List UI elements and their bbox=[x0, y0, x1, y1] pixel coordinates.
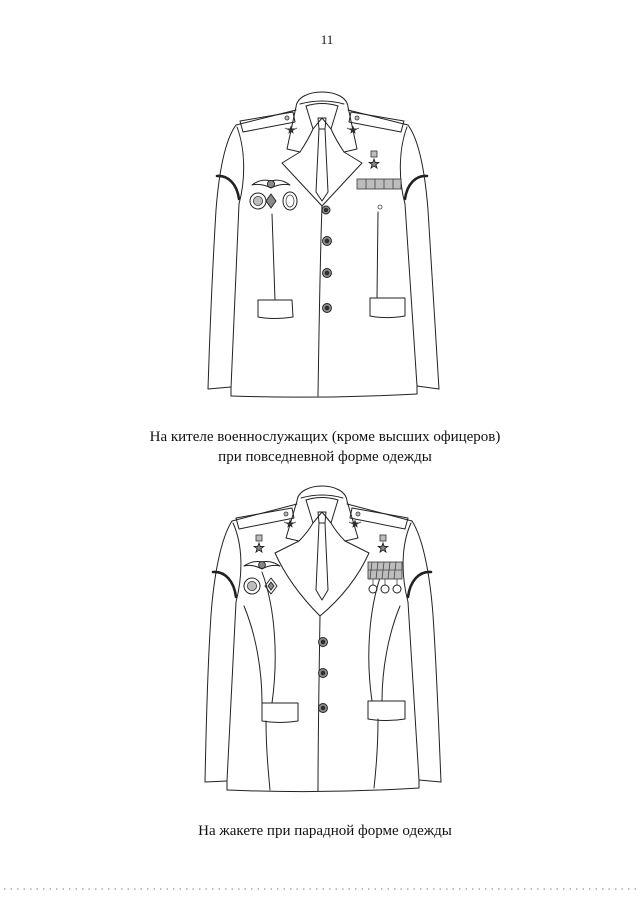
medal-icon bbox=[381, 585, 389, 593]
button-center bbox=[321, 640, 325, 644]
right-princess-seam-side bbox=[382, 606, 400, 701]
wings-badge-center bbox=[267, 180, 274, 187]
jacket-illustration bbox=[0, 475, 640, 805]
left-princess-seam-side bbox=[244, 606, 262, 703]
scan-edge-dots bbox=[0, 884, 640, 894]
jacket-sleeves bbox=[205, 521, 441, 782]
jacket-collar-emblems bbox=[284, 520, 361, 527]
right-seam-lower bbox=[374, 719, 378, 788]
left-collar-notch bbox=[299, 523, 313, 541]
jacket-body bbox=[227, 572, 419, 792]
left-strap-button bbox=[285, 116, 289, 120]
left-sleeve-seam bbox=[231, 127, 244, 388]
medal-icon bbox=[369, 585, 377, 593]
figure-2-caption-line-1: На жакете при парадной форме одежды bbox=[198, 823, 452, 839]
button-center bbox=[321, 671, 325, 675]
tunic-buttons bbox=[322, 206, 332, 313]
left-star-medal-icon bbox=[254, 543, 264, 552]
right-star-medal-ribbon bbox=[380, 535, 386, 541]
right-dart bbox=[377, 212, 378, 298]
jacket-left-chest-badges bbox=[244, 535, 280, 594]
left-dart bbox=[272, 214, 275, 300]
figure-1-caption bbox=[10, 427, 640, 467]
right-pocket-flap bbox=[370, 298, 405, 318]
figure-1-caption-line-1: На кителе военнослужащих (кроме высших офицеров) bbox=[149, 429, 501, 445]
jacket-right-chest-awards bbox=[368, 535, 402, 593]
oval-badge-inner bbox=[286, 195, 294, 207]
tunic-left-chest-badges bbox=[250, 180, 297, 210]
page-number: 11 bbox=[320, 32, 334, 47]
right-cuff bbox=[419, 780, 441, 782]
star-medal-ribbon bbox=[371, 151, 377, 157]
right-strap-button bbox=[356, 512, 360, 516]
back-collar bbox=[297, 486, 347, 501]
right-sleeve-emblem bbox=[405, 176, 427, 199]
right-strap-button bbox=[355, 116, 359, 120]
medal-ribbons-block bbox=[368, 562, 402, 579]
hem bbox=[231, 394, 417, 397]
left-cuff bbox=[205, 781, 227, 782]
left-sleeve-emblem bbox=[213, 572, 236, 597]
left-pocket-flap bbox=[258, 300, 293, 319]
shirt-collar-band bbox=[306, 498, 338, 501]
left-star-medal-ribbon bbox=[256, 535, 262, 541]
right-collar-notch bbox=[331, 129, 344, 152]
wings-badge-center bbox=[259, 562, 266, 569]
left-sleeve-emblem bbox=[217, 176, 239, 199]
medal-icon bbox=[393, 585, 401, 593]
rhombus-badge-center bbox=[268, 582, 274, 590]
shirt-collar-band bbox=[306, 104, 338, 107]
star-medal-icon bbox=[369, 159, 379, 168]
small-badge bbox=[378, 205, 382, 209]
tunic-right-chest-awards bbox=[357, 151, 401, 209]
right-sleeve-outer bbox=[408, 125, 439, 389]
jacket-collar-and-tie bbox=[275, 486, 369, 616]
button-center bbox=[325, 239, 329, 243]
figure-1-caption-line-2: при повседневной форме одежды bbox=[218, 449, 432, 465]
tunic-collar-emblems bbox=[285, 126, 359, 133]
button-center bbox=[325, 271, 329, 275]
left-seam-lower bbox=[266, 721, 270, 790]
back-collar bbox=[296, 92, 348, 107]
tunic-body bbox=[231, 206, 417, 397]
rhombus-badge-icon bbox=[266, 194, 276, 208]
right-sleeve-seam bbox=[400, 127, 417, 386]
left-sleeve-seam bbox=[227, 523, 241, 781]
jacket-shoulders bbox=[232, 504, 412, 529]
left-sleeve-outer bbox=[205, 521, 232, 782]
left-strap-button bbox=[284, 512, 288, 516]
figure-2-caption bbox=[10, 821, 640, 841]
tie bbox=[316, 129, 328, 201]
front-edge bbox=[318, 206, 322, 396]
tunic-collar-and-tie bbox=[282, 92, 362, 206]
medal-hangers bbox=[373, 579, 397, 585]
left-sleeve-outer bbox=[208, 125, 236, 389]
right-sleeve-emblem bbox=[408, 572, 431, 597]
tie-knot bbox=[318, 118, 326, 129]
right-cuff bbox=[417, 386, 439, 389]
right-star-medal-icon bbox=[378, 543, 388, 552]
round-badge-center bbox=[247, 581, 256, 590]
tie bbox=[316, 523, 328, 600]
right-pocket-flap bbox=[368, 701, 405, 721]
left-cuff bbox=[208, 387, 231, 389]
left-shoulder-strap bbox=[236, 508, 294, 529]
button-center bbox=[325, 306, 329, 310]
left-lapel bbox=[275, 501, 320, 616]
button-center bbox=[324, 208, 327, 211]
hem bbox=[227, 788, 419, 792]
tie-knot bbox=[318, 512, 326, 523]
right-princess-seam-front bbox=[369, 572, 382, 701]
tunic-illustration bbox=[0, 80, 640, 410]
right-collar-notch bbox=[331, 523, 345, 541]
right-sleeve-seam bbox=[403, 523, 419, 780]
ribbon-bar bbox=[357, 179, 401, 189]
left-collar-notch bbox=[300, 129, 313, 152]
round-badge-center bbox=[253, 196, 262, 205]
right-shoulder-strap bbox=[350, 508, 408, 529]
left-pocket-flap bbox=[262, 703, 298, 723]
tunic-sleeves bbox=[208, 125, 439, 389]
button-center bbox=[321, 706, 325, 710]
